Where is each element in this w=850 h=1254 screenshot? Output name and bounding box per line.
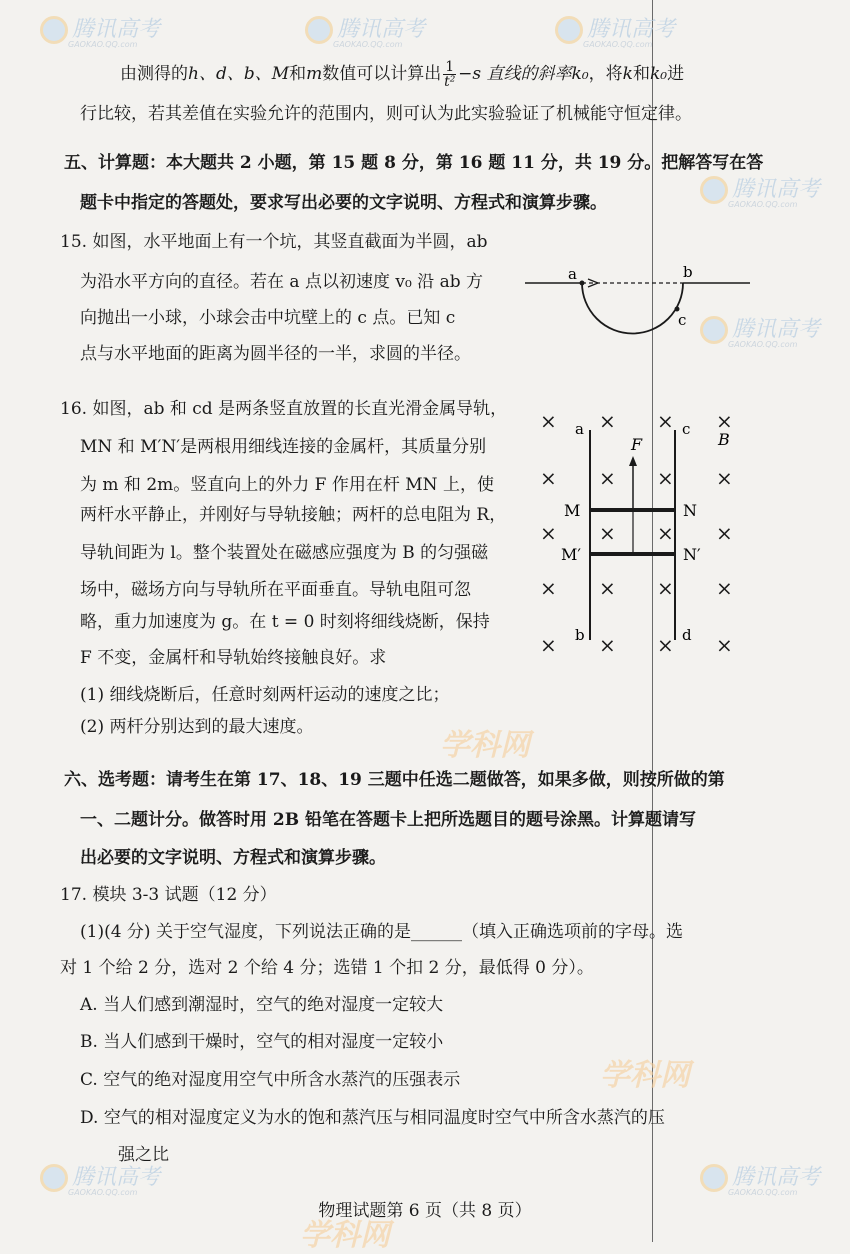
label-d: d (682, 626, 692, 644)
watermark-text: 腾讯高考 (337, 17, 426, 42)
q17-part1-cont: 对 1 个给 2 分，选对 2 个给 4 分；选错 1 个扣 2 分，最低得 0 分）。 (60, 958, 594, 978)
watermark-xueke: 学科网 (300, 1218, 390, 1253)
tencent-logo-icon (40, 1164, 68, 1192)
tencent-logo-icon (555, 16, 583, 44)
fraction (443, 60, 456, 89)
svg-text:×: × (716, 576, 733, 600)
section-6-heading-cont: 出必要的文字说明、方程式和演算步骤。 (80, 848, 386, 868)
q17-part1: (1)(4 分) 关于空气湿度，下列说法正确的是______（填入正确选项前的字母。选 (80, 922, 683, 942)
section-5-heading-cont: 题卡中指定的答题处，要求写出必要的文字说明、方程式和演算步骤。 (80, 193, 607, 213)
label-a: a (575, 420, 584, 438)
label-a: a (568, 265, 577, 283)
watermark-tencent (305, 12, 425, 49)
svg-text:×: × (657, 409, 674, 433)
q15-line: 点与水平地面的距离为圆半径的一半，求圆的半径。 (80, 344, 471, 364)
label-B: B (718, 430, 730, 449)
watermark-tencent (40, 1160, 160, 1197)
variable-k0: k₀ (649, 64, 668, 84)
q17-option-b: B. 当人们感到干燥时，空气的相对湿度一定较小 (80, 1032, 444, 1052)
watermark-url: GAOKAO.QQ.com (728, 1188, 798, 1197)
watermark-xueke: 学科网 (440, 728, 530, 763)
tencent-logo-icon (700, 176, 728, 204)
q17-option-a: A. 当人们感到潮湿时，空气的绝对湿度一定较大 (80, 995, 444, 1015)
svg-text:×: × (540, 521, 557, 545)
svg-text:×: × (716, 633, 733, 657)
watermark-url: GAOKAO.QQ.com (68, 1188, 138, 1197)
text: −s 直线的斜率 (458, 64, 572, 84)
q16-line: 16. 如图，ab 和 cd 是两条竖直放置的长直光滑金属导轨， (60, 399, 508, 419)
watermark-text: 腾讯高考 (587, 17, 676, 42)
watermark-tencent (700, 1160, 820, 1197)
section-5-heading: 五、计算题：本大题共 2 小题，第 15 题 8 分，第 16 题 11 分，共 19 分。把解答写在答 (64, 153, 764, 173)
svg-text:×: × (599, 576, 616, 600)
svg-text:×: × (716, 409, 733, 433)
svg-text:×: × (599, 409, 616, 433)
label-b: b (575, 626, 585, 644)
watermark-text: 腾讯高考 (72, 1165, 161, 1190)
text: 数值可以计算出 (322, 64, 442, 84)
svg-text:×: × (540, 576, 557, 600)
tencent-logo-icon (700, 1164, 728, 1192)
svg-text:×: × (657, 521, 674, 545)
watermark-url: GAOKAO.QQ.com (583, 40, 653, 49)
watermark-text: 腾讯高考 (732, 177, 821, 202)
svg-text:×: × (540, 466, 557, 490)
fraction-numerator: 1 (445, 59, 455, 75)
label-N: N (683, 501, 697, 520)
label-b: b (683, 263, 693, 281)
q16-line: 略，重力加速度为 g。在 t = 0 时刻将细线烧断，保持 (80, 612, 490, 632)
label-M-prime: M′ (561, 545, 582, 564)
label-c: c (682, 420, 691, 438)
intro-line-1 (120, 60, 684, 89)
q17-option-d-cont: 强之比 (118, 1145, 169, 1165)
label-M: M (564, 501, 581, 520)
q16-line: 两杆水平静止，并刚好与导轨接触；两杆的总电阻为 R， (80, 505, 507, 525)
label-F: F (631, 435, 643, 454)
svg-text:×: × (716, 466, 733, 490)
watermark-text: 腾讯高考 (72, 17, 161, 42)
section-6-heading-cont: 一、二题计分。做答时用 2B 铅笔在答题卡上把所选题目的题号涂黑。计算题请写 (80, 810, 697, 830)
q16-subquestion-1: (1) 细线烧断后，任意时刻两杆运动的速度之比； (80, 685, 450, 705)
q16-line: 导轨间距为 l。整个装置处在磁感应强度为 B 的匀强磁 (80, 543, 489, 563)
q17-option-c: C. 空气的绝对湿度用空气中所含水蒸汽的压强表示 (80, 1070, 461, 1090)
q15-line: 为沿水平方向的直径。若在 a 点以初速度 v₀ 沿 ab 方 (80, 272, 483, 292)
q15-line: 向抛出一小球，小球会击中坑壁上的 c 点。已知 c (80, 308, 456, 328)
svg-text:×: × (657, 633, 674, 657)
svg-text:×: × (599, 633, 616, 657)
text: 和 (632, 64, 650, 84)
watermark-url: GAOKAO.QQ.com (68, 40, 138, 49)
text: 由测得的 (120, 64, 188, 84)
watermark-tencent (555, 12, 675, 49)
fraction-denominator: t² (444, 74, 456, 90)
q15-figure-pit (520, 255, 760, 355)
svg-text:×: × (657, 576, 674, 600)
label-c: c (678, 311, 687, 329)
variables: h、d、b、M (188, 64, 290, 84)
watermark-text: 腾讯高考 (732, 317, 821, 342)
variable-k: k (622, 64, 633, 84)
svg-text:×: × (599, 521, 616, 545)
tencent-logo-icon (40, 16, 68, 44)
q16-line: 场中，磁场方向与导轨所在平面垂直。导轨电阻可忽 (80, 580, 471, 600)
q15-line: 15. 如图，水平地面上有一个坑，其竖直截面为半圆，ab (60, 232, 488, 252)
text: 和 (289, 64, 307, 84)
watermark-url: GAOKAO.QQ.com (728, 200, 798, 209)
intro-line-2: 行比较，若其差值在实验允许的范围内，则可认为此实验验证了机械能守恒定律。 (80, 104, 692, 124)
svg-text:×: × (716, 521, 733, 545)
svg-text:×: × (599, 466, 616, 490)
watermark-url: GAOKAO.QQ.com (728, 340, 798, 349)
watermark-text: 腾讯高考 (732, 1165, 821, 1190)
q17-title: 17. 模块 3-3 试题（12 分） (60, 885, 277, 905)
watermark-xueke: 学科网 (600, 1058, 690, 1093)
watermark-tencent (40, 12, 160, 49)
section-6-heading: 六、选考题：请考生在第 17、18、19 三题中任选二题做答，如果多做，则按所做的第 (64, 770, 725, 790)
text: ，将 (588, 64, 623, 84)
q16-line: 为 m 和 2m。竖直向上的外力 F 作用在杆 MN 上，使 (80, 475, 494, 495)
page-footer: 物理试题第 6 页（共 8 页） (318, 1201, 532, 1221)
tencent-logo-icon (305, 16, 333, 44)
svg-text:×: × (540, 633, 557, 657)
q17-option-d: D. 空气的相对湿度定义为水的饱和蒸汽压与相同温度时空气中所含水蒸汽的压 (80, 1108, 665, 1128)
watermark-url: GAOKAO.QQ.com (333, 40, 403, 49)
q16-figure-rails (520, 400, 760, 660)
q16-subquestion-2: (2) 两杆分别达到的最大速度。 (80, 717, 314, 737)
svg-text:×: × (657, 466, 674, 490)
label-N-prime: N′ (683, 545, 701, 564)
q16-line: F 不变，金属杆和导轨始终接触良好。求 (80, 648, 387, 668)
watermark-tencent (700, 172, 820, 209)
variable-m: m (306, 64, 323, 84)
q16-line: MN 和 M′N′是两根用细线连接的金属杆，其质量分别 (80, 437, 487, 457)
variable-k0: k₀ (571, 64, 589, 84)
svg-text:×: × (540, 409, 557, 433)
text: 进 (667, 64, 685, 84)
